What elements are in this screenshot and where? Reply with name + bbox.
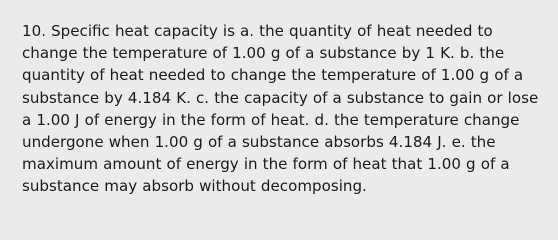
- question-text: 10. Specific heat capacity is a. the quantity of heat needed to change the temperature of 1.00 g of a substance by 1 K. b. the quantity of heat needed to change the temperature of 1.00 g of a substance by 4.184 K. c. the capacity of a substance to gain or lose a 1.00 J of energy in the form of heat. d. the temperature change undergone when 1.00 g of a substance absorbs 4.184 J. e. the maximum amount of energy in the form of heat that 1.00 g of a substance may absorb without decomposing.: [22, 22, 539, 196]
